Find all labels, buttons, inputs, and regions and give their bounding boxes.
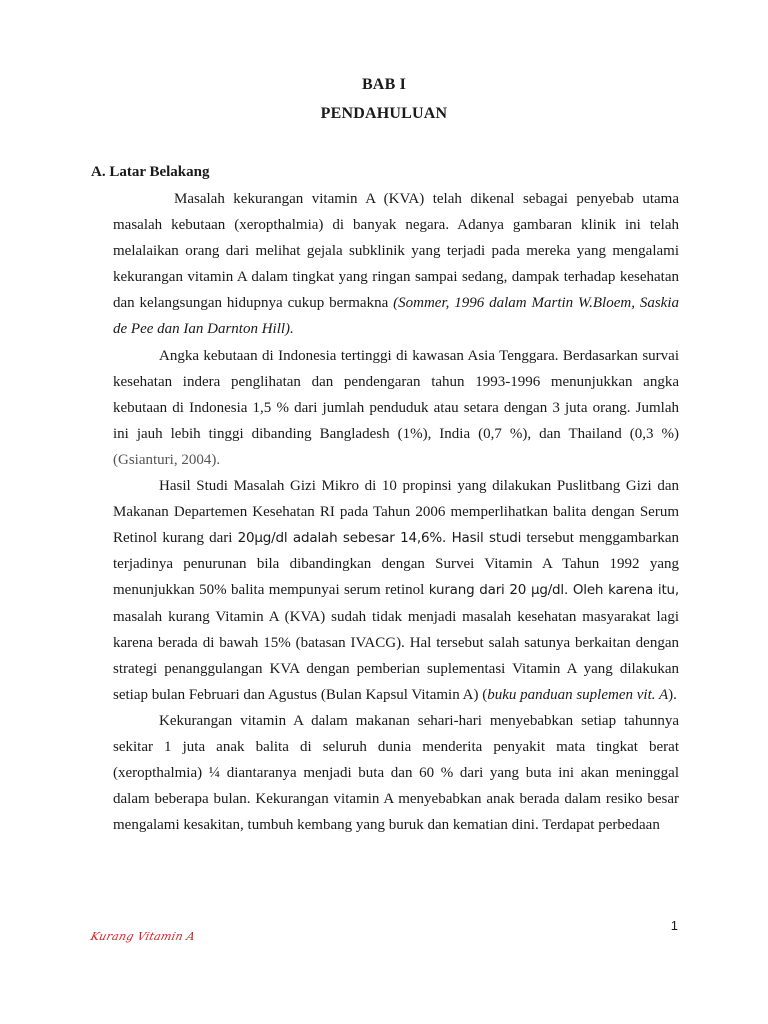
page-number: 1 — [670, 918, 678, 933]
paragraph-3-text-a: Hasil Studi Masalah Gizi Mikro di 10 propinsi yang dilakukan Puslitbang Gizi dan Makanan Departemen Kesehatan RI pada Tahun 2006 memperlihatkan balita dengan Serum Retinol kurang dari — [113, 478, 679, 547]
paragraph-3-end: ). — [668, 686, 677, 703]
paragraph-3-text-e: masalah kurang Vitamin A (KVA) sudah tidak menjadi masalah kesehatan masyarakat lagi karena berada di bawah 15% (batasan IVACG). Hal tersebut salah satunya berkaitan dengan strategi penanggulangan KVA dengan pemberian suplementasi Vitamin A yang dilakukan setiap bulan Februari dan Agustus (Bulan Kapsul Vitamin A) ( — [113, 608, 679, 703]
citation-sommer: (Sommer, 1996 dalam Martin W.Bloem, Saskia de Pee dan Ian Darnton Hill). — [113, 295, 679, 338]
paragraph-1-text: Masalah kekurangan vitamin A (KVA) telah dikenal sebagai penyebab utama masalah kebutaan (xeropthalmia) di banyak negara. Adanya gambaran klinik ini telah melalaikan orang dari melihat gejala subklinik yang terjadi pada mereka yang mengalami kekurangan vitamin A dalam tingkat yang ringan sampai sedang, dampak terhadap kesehatan dan kelangsungan hidupnya cukup bermakna — [113, 191, 679, 312]
paragraph-4 — [113, 708, 679, 838]
paragraph-1 — [113, 186, 679, 343]
section-heading: A. Latar Belakang — [91, 164, 210, 180]
paragraph-3-text-c: tersebut menggambarkan terjadinya penurunan bila dibandingkan dengan Survei Vitamin A Tahun 1992 yang menunjukkan 50% balita mempunyai serum retinol — [113, 530, 679, 599]
body-text — [113, 186, 679, 838]
chapter-title: PENDAHULUAN — [320, 105, 448, 122]
chapter-number: BAB I — [361, 76, 407, 93]
paragraph-2 — [113, 343, 679, 473]
paragraph-4-text: Kekurangan vitamin A dalam makanan sehari-hari menyebabkan setiap tahunnya sekitar 1 juta anak balita di seluruh dunia menderita penyakit mata tingkat berat (xeropthalmia) ¼ diantaranya menjadi buta dan 60 % dari yang buta ini akan meninggal dalam beberapa bulan. Kekurangan vitamin A menyebabkan anak berada dalam resiko besar mengalami kesakitan, tumbuh kembang yang buruk dan kematian dini. Terdapat perbedaan — [113, 712, 679, 834]
citation-gsianturi: (Gsianturi, 2004). — [113, 451, 221, 468]
footer-signature: Kurang Vitamin A — [89, 930, 197, 943]
citation-buku-panduan: buku panduan suplemen vit. A — [487, 686, 669, 703]
paragraph-3-text-d: kurang dari 20 μg/dl. Oleh karena itu, — [428, 582, 679, 599]
paragraph-2-text: Angka kebutaan di Indonesia tertinggi di kawasan Asia Tenggara. Berdasarkan survai kesehatan indera penglihatan dan pendengaran tahun 1993-1996 menunjukkan angka kebutaan di Indonesia 1,5 % dari jumlah penduduk atau setara dengan 3 juta orang. Jumlah ini jauh lebih tinggi dibanding Bangladesh (1%), India (0,7 %), dan Thailand (0,3 %) — [113, 347, 679, 442]
paragraph-3 — [113, 473, 679, 708]
paragraph-3-text-b: 20μg/dl adalah sebesar 14,6%. Hasil studi — [237, 530, 522, 547]
